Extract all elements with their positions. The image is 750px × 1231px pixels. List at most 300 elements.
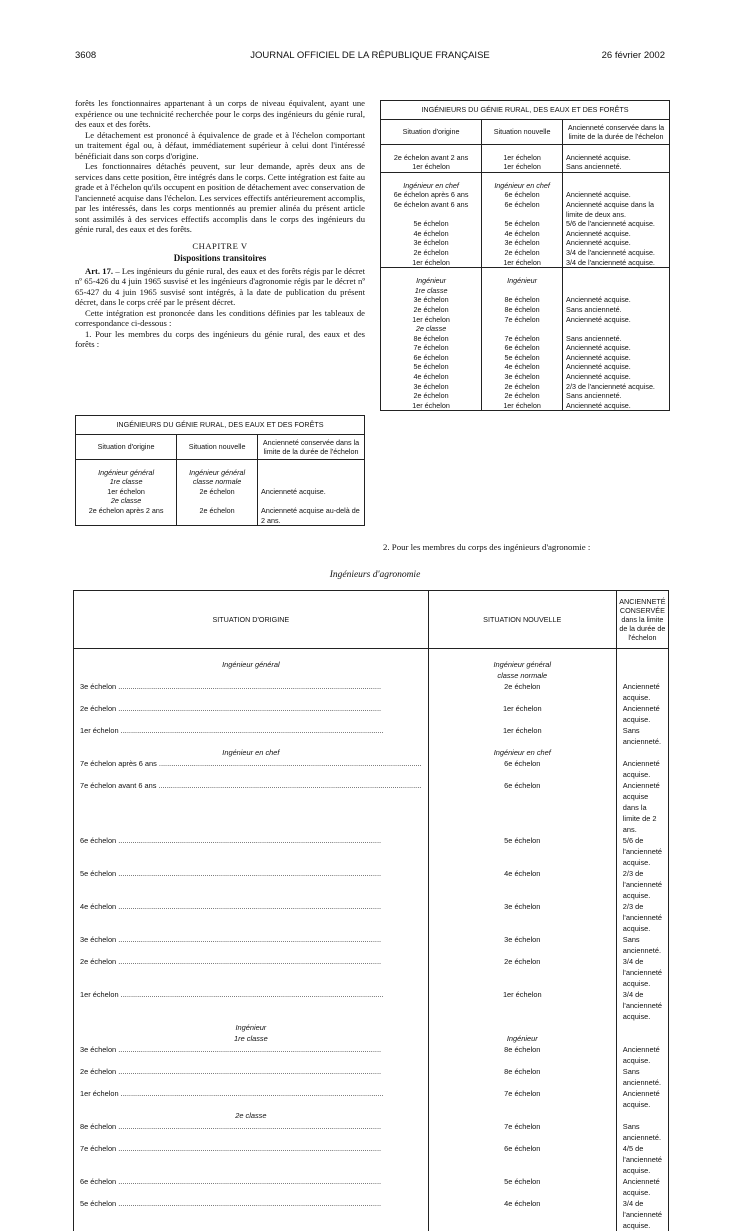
table-row [76,487,365,497]
origin-label: 3e échelon ..... [80,1044,381,1055]
right-correspondence-table [380,100,670,411]
table-cell [616,934,668,956]
table-row [74,725,669,747]
table-cell: Ingénieur en chef [482,172,563,190]
table-row [74,1121,669,1143]
seniority-kept: Sans ancienneté. [622,726,661,746]
column-header: Situation d'origine [76,434,177,459]
seniority-kept: Ancienneté acquise dans la limite de 2 ans. [622,781,660,834]
new-situation: 6e échelon [504,759,541,768]
table-row [381,286,670,296]
table-cell: Sans ancienneté. [563,162,670,172]
table-row [381,190,670,200]
column-header: SITUATION D'ORIGINE [74,591,429,649]
table-cell: 4e échelon [381,372,482,382]
table-cell [482,324,563,334]
paragraph: 1. Pour les membres du corps des ingénieurs du génie rural, des eaux et des forêts : [75,328,365,349]
table-cell: 3e échelon [482,372,563,382]
table-row [74,1022,669,1033]
table-cell [74,835,429,868]
table-cell [258,459,365,477]
table-cell [428,835,616,868]
table-cell [616,956,668,989]
table-cell: 2e échelon [381,391,482,401]
table-row [381,238,670,248]
new-situation: 6e échelon [504,781,541,790]
table-cell: 4e échelon [381,229,482,239]
table-cell: 5/6 de l'ancienneté acquise. [563,219,670,229]
origin-label: 4e échelon ..... [80,901,381,912]
table-cell: 4e échelon [482,362,563,372]
origin-label: Ingénieur en chef [222,748,280,757]
seniority-kept: 5/6 de l'ancienneté acquise. [622,836,662,867]
table-cell [74,1066,429,1088]
origin-label: 7e échelon ..... [80,1143,381,1154]
table-cell: Sans ancienneté. [563,334,670,344]
table-cell [428,649,616,671]
chapter-title: Dispositions transitoires [173,253,267,263]
article-label: Art. 17. [85,265,114,276]
table-cell [74,934,429,956]
seniority-kept: 3/4 de l'ancienneté acquise. [622,957,662,988]
table-row [381,353,670,363]
table-cell [616,1022,668,1033]
table-row [381,315,670,325]
table-cell [74,901,429,934]
table-cell: 1er échelon [482,401,563,411]
seniority-kept: Sans ancienneté. [622,1122,661,1142]
origin-label: 6e échelon ..... [80,835,381,846]
table-cell [428,1143,616,1176]
table-cell [616,868,668,901]
table-row [74,780,669,835]
seniority-kept: Ancienneté acquise. [622,682,660,702]
new-situation: 4e échelon [504,869,541,878]
table-cell: 7e échelon [482,315,563,325]
table-cell [428,670,616,681]
article-text: – Les ingénieurs du génie rural, des eaux et des forêts régis par le décret nº 65-426 du 4 juin 1965 susvisé et les ingénieurs d'agronomie régis par le décret nº 65-427 du 4 juin 1965 susvisé sont intégrés, à la date de publication du présent décret, dans le corps créé par le présent décret. [75,265,365,307]
table-cell: Ancienneté acquise. [563,144,670,162]
table-row [381,248,670,258]
origin-label: 1re classe [234,1034,268,1043]
seniority-kept: Ancienneté acquise. [622,1089,660,1109]
table-cell: Ingénieur [482,268,563,286]
bottom-table-title: Ingénieurs d'agronomie [329,570,421,580]
table-row [74,703,669,725]
table-row [74,1143,669,1176]
origin-label: 1er échelon ..... [80,1088,384,1099]
table-cell [563,172,670,190]
table-cell: 2/3 de l'ancienneté acquise. [563,382,670,392]
table-cell: 7e échelon [381,343,482,353]
table-cell: 6e échelon [482,343,563,353]
paragraph: Le détachement est prononcé à équivalence de grade et à l'échelon comportant un traitement égal ou, à défaut, immédiatement supérieur à celui dont l'intéressé bénéficiait dans son corps d'origine. [75,129,365,161]
table-cell: 5e échelon [482,353,563,363]
table-cell: Sans ancienneté. [563,391,670,401]
seniority-kept: 3/4 de l'ancienneté acquise. [622,1199,662,1230]
table-cell [74,1198,429,1231]
table-cell [74,1022,429,1033]
table-row [381,305,670,315]
table-cell: Ancienneté acquise dans la limite de deux ans. [563,200,670,219]
table-row [74,1066,669,1088]
table-cell [428,956,616,989]
table-cell: 5e échelon [482,219,563,229]
table-cell [428,934,616,956]
table-row [381,144,670,162]
table-cell [563,268,670,286]
table-row [74,868,669,901]
table-row [381,200,670,219]
seniority-kept: Ancienneté acquise. [622,759,660,779]
table-cell: 8e échelon [381,334,482,344]
table-row [381,295,670,305]
table-row [74,956,669,989]
table-cell [616,1110,668,1121]
table-cell [616,681,668,703]
table-cell: Ingénieur général [76,459,177,477]
column-header: ANCIENNETÉ CONSERVÉE dans la limite de la durée de l'échelon [616,591,668,649]
origin-label: Ingénieur général [222,660,280,669]
origin-label: 2e échelon ..... [80,1066,381,1077]
column-header: Situation nouvelle [482,119,563,144]
table-cell [616,758,668,780]
seniority-kept: Ancienneté acquise. [622,1177,660,1197]
seniority-kept: 4/5 de l'ancienneté acquise. [622,1144,662,1175]
table-cell: 3e échelon [482,238,563,248]
table-cell [428,1022,616,1033]
column-header: Situation d'origine [381,119,482,144]
origin-label: 5e échelon ..... [80,1198,381,1209]
table-row [76,459,365,477]
table-cell: Ancienneté acquise. [563,190,670,200]
table-cell: 1er échelon [482,144,563,162]
table-cell [74,868,429,901]
table-cell: 5e échelon [381,219,482,229]
table-row [381,343,670,353]
table-row [74,1176,669,1198]
table-cell: 2e échelon après 2 ans [76,506,177,526]
table-cell [177,496,258,506]
table-cell: Ancienneté acquise. [563,353,670,363]
new-situation: Ingénieur général [493,660,552,669]
origin-label: 3e échelon ..... [80,934,381,945]
origin-label: 7e échelon après 6 ans ..... [80,758,422,769]
table-cell [428,758,616,780]
table-cell [616,901,668,934]
new-situation: 4e échelon [504,1199,541,1208]
table-cell: classe normale [177,477,258,487]
table-cell [74,1110,429,1121]
table-cell: 2e échelon avant 2 ans [381,144,482,162]
table-cell: 8e échelon [482,295,563,305]
table-cell: 1er échelon [381,315,482,325]
table-row [74,1033,669,1044]
table-cell [428,868,616,901]
table-cell: Ancienneté acquise au-delà de 2 ans. [258,506,365,526]
table-row [74,747,669,758]
table-cell: 2e échelon [482,248,563,258]
table-cell: 7e échelon [482,334,563,344]
new-situation: 5e échelon [504,1177,541,1186]
table-cell: 1er échelon [482,258,563,268]
new-situation: 3e échelon [504,902,541,911]
origin-label: 2e classe [235,1111,267,1120]
table-row [381,324,670,334]
table-cell: Ingénieur en chef [381,172,482,190]
table-cell [616,989,668,1022]
seniority-kept: 2/3 de l'ancienneté acquise. [622,869,662,900]
table-cell: Ingénieur général [177,459,258,477]
table-row [76,477,365,487]
table-row [381,334,670,344]
table-cell: 1er échelon [381,162,482,172]
table-row [74,934,669,956]
issue-date: 26 février 2002 [601,50,665,61]
origin-label: 3e échelon ..... [80,681,381,692]
table-row [381,382,670,392]
table-cell [258,496,365,506]
table-cell [482,286,563,296]
table-row [381,219,670,229]
paragraph: forêts les fonctionnaires appartenant à un corps de niveau équivalent, ayant une expérience ou une technicité recherchée pour le corps des ingénieurs du génie rural, des eaux et des forêts. [75,98,365,129]
table-cell: 2e échelon [381,305,482,315]
new-situation: 8e échelon [504,1045,541,1054]
table-cell [428,1176,616,1198]
table-cell: 2e échelon [177,506,258,526]
table-cell: 3e échelon [381,382,482,392]
table-cell [428,989,616,1022]
table-cell [616,1121,668,1143]
origin-label: Ingénieur [235,1023,267,1032]
table-cell: 2e classe [381,324,482,334]
table-cell: Ancienneté acquise. [563,362,670,372]
table-caption: INGÉNIEURS DU GÉNIE RURAL, DES EAUX ET DES FORÊTS [381,101,670,120]
journal-title: JOURNAL OFFICIEL DE LA RÉPUBLIQUE FRANÇAISE [250,50,490,61]
table-cell [616,780,668,835]
origin-label: 1er échelon ..... [80,989,384,1000]
paragraph: Cette intégration est prononcée dans les conditions définies par les tableaux de correspondance ci-dessous : [75,307,365,328]
new-situation: Ingénieur en chef [493,748,551,757]
table-row [381,229,670,239]
agronomy-table [73,590,669,1231]
new-situation: 7e échelon [504,1089,541,1098]
table-cell [74,703,429,725]
table-cell: 1re classe [76,477,177,487]
table-cell [563,324,670,334]
table-row [74,1088,669,1110]
seniority-kept: Ancienneté acquise. [622,1045,660,1065]
table-cell: 4e échelon [482,229,563,239]
table-cell: 2e échelon [177,487,258,497]
table-cell [74,1033,429,1044]
table-cell: 3e échelon [381,295,482,305]
table-row [381,172,670,190]
origin-label: 5e échelon ..... [80,868,381,879]
table-row [381,258,670,268]
table-row [74,681,669,703]
new-situation: classe normale [497,671,548,680]
table-row [381,162,670,172]
left-correspondence-table [75,415,365,526]
seniority-kept: 3/4 de l'ancienneté acquise. [622,990,662,1021]
new-situation: 2e échelon [504,957,541,966]
table-cell [428,1198,616,1231]
table-cell [74,1121,429,1143]
table-row [74,1044,669,1066]
table-cell [563,286,670,296]
table-row [381,401,670,411]
new-situation: 6e échelon [504,1144,541,1153]
table-cell [74,780,429,835]
table-row [74,901,669,934]
origin-label: 2e échelon ..... [80,703,381,714]
table-cell: 6e échelon après 6 ans [381,190,482,200]
table-cell: 2e classe [76,496,177,506]
table-cell: 6e échelon [482,190,563,200]
table-cell [428,725,616,747]
table-cell: Sans ancienneté. [563,305,670,315]
table-row [76,496,365,506]
page-header [75,50,665,64]
column-header: Ancienneté conservée dans la limite de la durée de l'échelon [563,119,670,144]
table-cell: 3/4 de l'ancienneté acquise. [563,258,670,268]
new-situation: 8e échelon [504,1067,541,1076]
table-cell: 3/4 de l'ancienneté acquise. [563,248,670,258]
table-cell [74,758,429,780]
table-cell: 1er échelon [381,401,482,411]
table-cell: 6e échelon [482,200,563,219]
table-cell: Ancienneté acquise. [563,295,670,305]
table-cell: 2e échelon [482,391,563,401]
origin-label: 1er échelon ..... [80,725,384,736]
paragraph: Les fonctionnaires détachés peuvent, sur leur demande, après deux ans de services dans cette position, être intégrés dans le corps. Cette intégration est faite au grade et à l'échelon qu'ils occupent en position de détachement avec conservation de l'ancienneté acquise dans l'échelon. Les services effectifs antérieurement accomplis, par les intéressés, dans les corps mentionnés au premier alinéa du présent article sont assimilés à des services effectifs accomplis dans le corps des ingénieurs du génie rural, des eaux et des forêts. [75,161,365,234]
table-cell [258,477,365,487]
table-row [74,649,669,671]
table-cell [428,1033,616,1044]
table-row [381,372,670,382]
table-cell [428,747,616,758]
table-cell: 8e échelon [482,305,563,315]
table-caption: INGÉNIEURS DU GÉNIE RURAL, DES EAUX ET DES FORÊTS [76,416,365,435]
table-row [74,989,669,1022]
new-situation: 2e échelon [504,682,541,691]
table-cell [74,956,429,989]
table-cell: 1er échelon [482,162,563,172]
table-cell [616,1044,668,1066]
table-cell [428,703,616,725]
table-cell [74,670,429,681]
new-situation: 1er échelon [502,704,542,713]
table-cell: Ancienneté acquise. [563,229,670,239]
table-cell [74,989,429,1022]
table-cell: 6e échelon [381,353,482,363]
table-cell [616,835,668,868]
new-situation: 5e échelon [504,836,541,845]
new-situation: 1er échelon [502,726,542,735]
table-cell [74,1176,429,1198]
table-cell [428,1088,616,1110]
table-cell [428,1121,616,1143]
table-cell [428,901,616,934]
table-row [74,835,669,868]
column-header: Situation nouvelle [177,434,258,459]
table-cell: 5e échelon [381,362,482,372]
table-cell: 2e échelon [482,382,563,392]
table-cell [616,1088,668,1110]
seniority-kept: 2/3 de l'ancienneté acquise. [622,902,662,933]
table-cell [616,1066,668,1088]
table-cell [616,1033,668,1044]
table-cell: 1re classe [381,286,482,296]
seniority-kept: Sans ancienneté. [622,935,661,955]
table-row [381,268,670,286]
table-row [381,362,670,372]
table-row [381,391,670,401]
table-cell [428,1110,616,1121]
table-cell [616,703,668,725]
origin-label: 8e échelon ..... [80,1121,381,1132]
left-column-text [75,98,365,350]
seniority-kept: Ancienneté acquise. [622,704,660,724]
page-number: 3608 [75,50,97,61]
new-situation: Ingénieur [506,1034,538,1043]
table-cell [616,747,668,758]
table-cell [428,780,616,835]
table-row [74,1110,669,1121]
table-cell [74,1143,429,1176]
table-cell: Ancienneté acquise. [258,487,365,497]
table-cell: Ingénieur [381,268,482,286]
agronomy-note: 2. Pour les membres du corps des ingénieurs d'agronomie : [383,542,591,552]
table-cell [74,725,429,747]
table-cell [74,681,429,703]
table-cell: Ancienneté acquise. [563,238,670,248]
table-row [74,758,669,780]
column-header: SITUATION NOUVELLE [428,591,616,649]
origin-label: 7e échelon avant 6 ans ..... [80,780,421,791]
table-cell: 1er échelon [76,487,177,497]
seniority-kept: Sans ancienneté. [622,1067,661,1087]
origin-label: 2e échelon ..... [80,956,381,967]
table-cell [616,1198,668,1231]
table-cell [74,1044,429,1066]
table-row [76,506,365,526]
chapter-heading: CHAPITRE V [192,240,248,251]
table-cell [428,1066,616,1088]
table-cell [74,747,429,758]
table-cell [74,649,429,671]
new-situation: 1er échelon [502,990,542,999]
table-cell [428,681,616,703]
table-cell: 1er échelon [381,258,482,268]
column-header: Ancienneté conservée dans la limite de la durée de l'échelon [258,434,365,459]
article-17 [75,266,365,308]
origin-label: 6e échelon ..... [80,1176,381,1187]
table-cell [616,725,668,747]
table-cell [616,670,668,681]
table-row [74,1198,669,1231]
table-cell: Ancienneté acquise. [563,401,670,411]
table-row [74,670,669,681]
table-cell [74,1088,429,1110]
new-situation: 7e échelon [504,1122,541,1131]
table-cell: Ancienneté acquise. [563,343,670,353]
table-cell: 3e échelon [381,238,482,248]
table-cell [616,1176,668,1198]
table-cell: Ancienneté acquise. [563,315,670,325]
table-cell: 2e échelon [381,248,482,258]
